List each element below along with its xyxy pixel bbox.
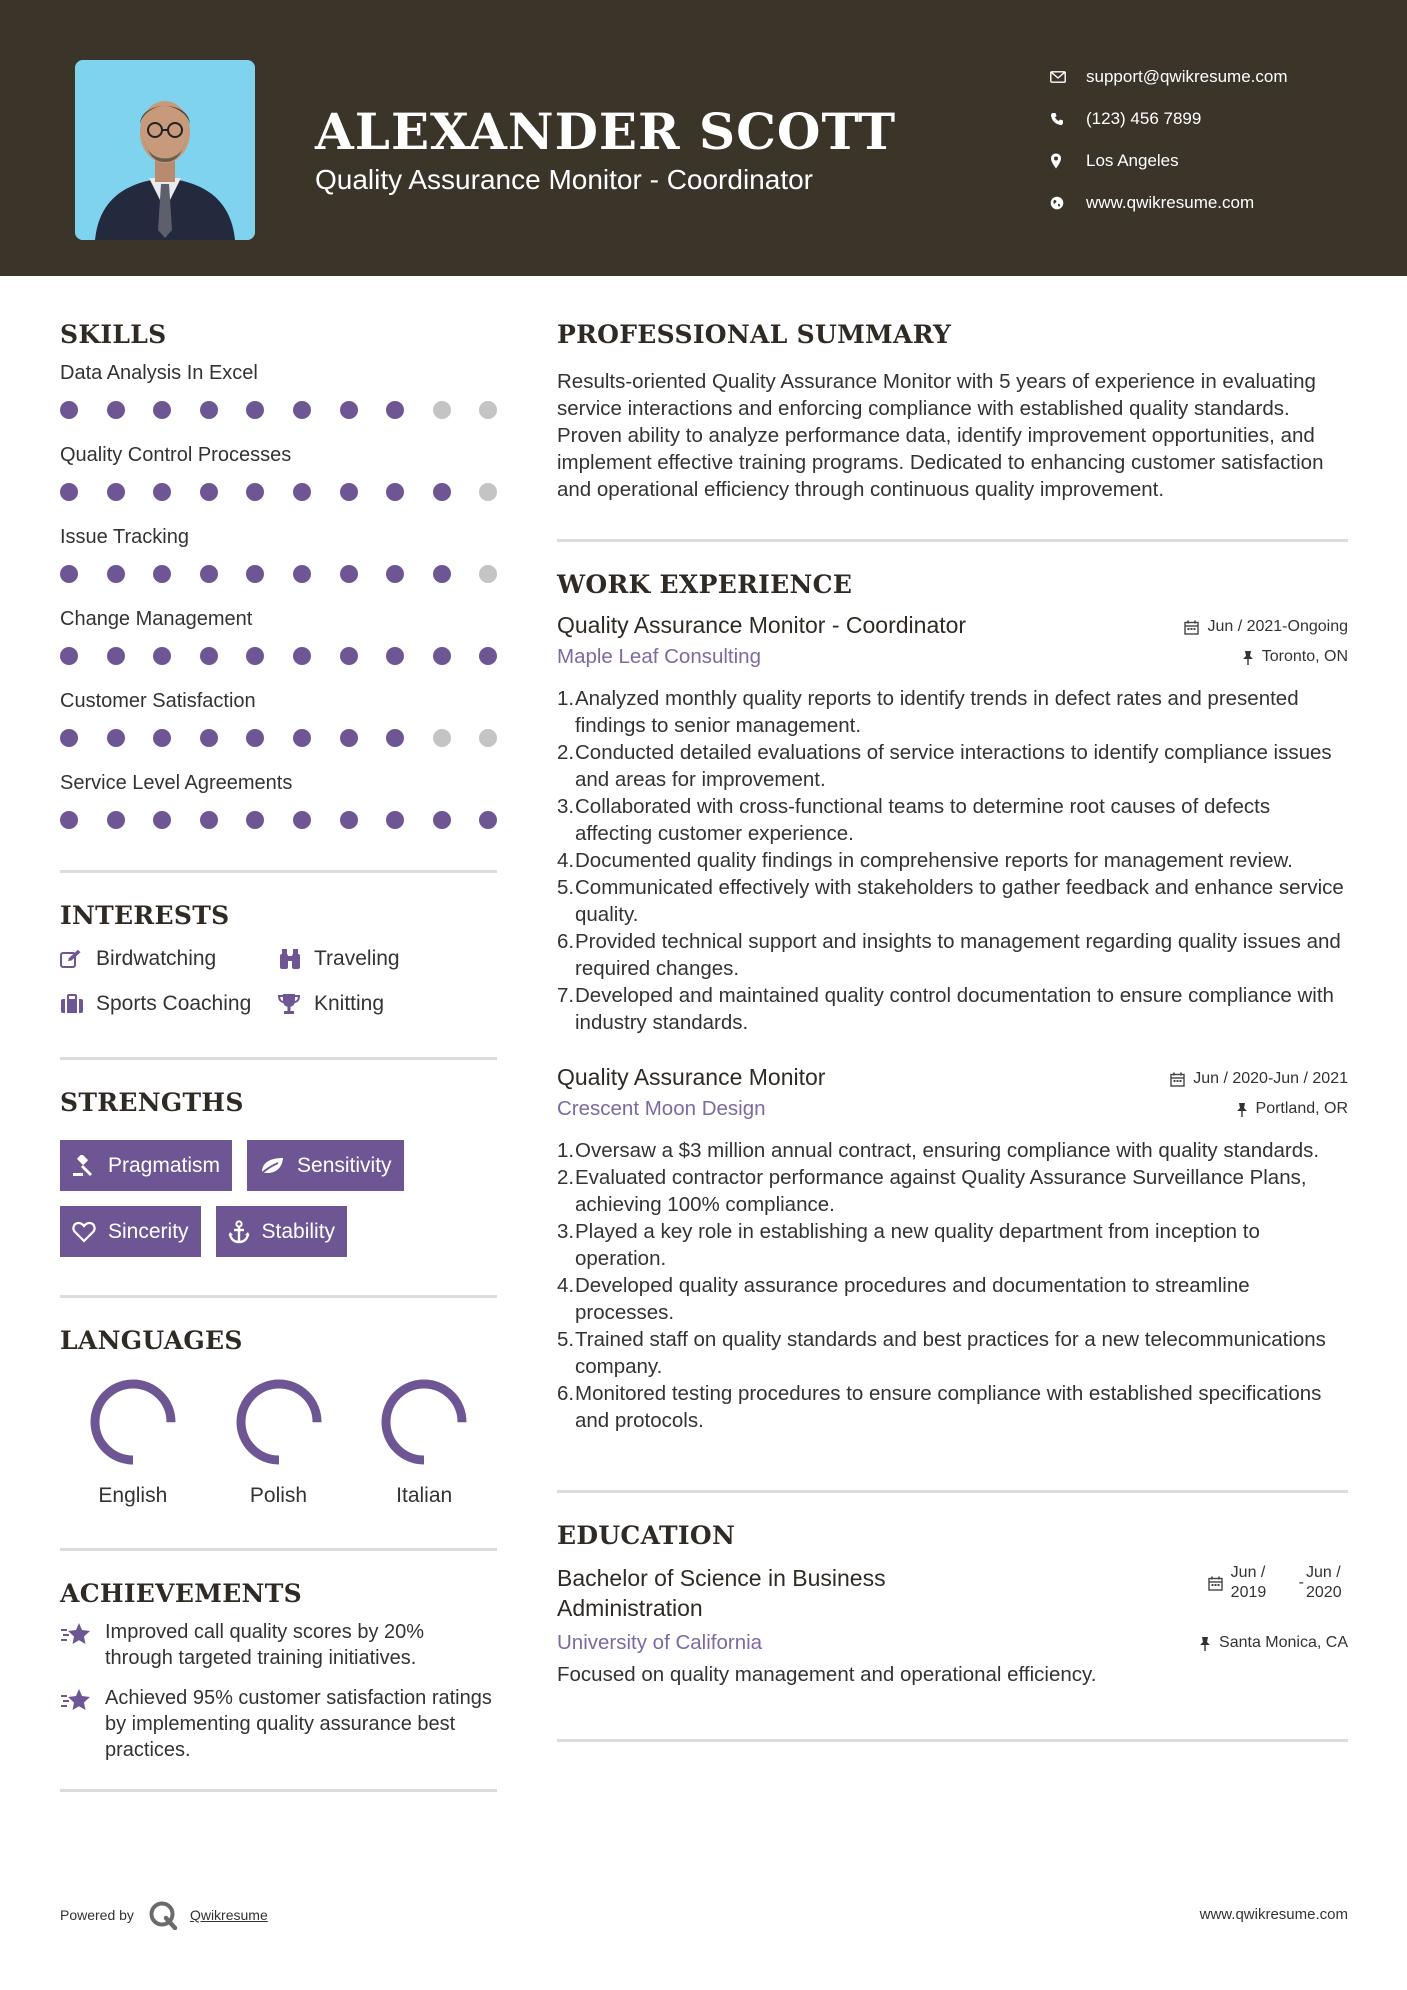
skills-section (60, 320, 497, 844)
language-level-ring (231, 1374, 327, 1470)
achievement-item (60, 1619, 497, 1671)
skill-item (60, 442, 497, 516)
rating-dot-filled (386, 565, 404, 583)
heart-icon (72, 1221, 96, 1243)
rating-dot-filled (200, 565, 218, 583)
job-subheader (557, 1097, 1348, 1121)
job-dates (1170, 1070, 1348, 1088)
job-title: Quality Assurance Monitor - Coordinator (557, 612, 967, 638)
skill-rating (60, 468, 497, 516)
language-item (206, 1374, 352, 1508)
rating-dot-filled (340, 483, 358, 501)
job-bullets (557, 1137, 1348, 1434)
interest-label: Sports Coaching (96, 991, 252, 1015)
job-bullet: Evaluated contractor performance against Quality Assurance Surveillance Plans, achieving 100% compliance. (575, 1166, 1307, 1216)
rating-dot-filled (153, 811, 171, 829)
interests-list (60, 945, 497, 1017)
summary-section (557, 320, 1348, 503)
skill-name: Customer Satisfaction (60, 690, 256, 712)
job-subheader (557, 645, 1348, 669)
section-divider (60, 1548, 497, 1551)
education-dates (1208, 1563, 1348, 1603)
contact-website-text: www.qwikresume.com (1086, 193, 1255, 212)
job-bullet: Developed quality assurance procedures and documentation to streamline processes. (575, 1274, 1250, 1324)
language-level-arc (95, 1384, 171, 1460)
job-entry (557, 1064, 1348, 1434)
binoculars-icon (278, 948, 314, 970)
rating-dot-filled (60, 401, 78, 419)
globe-icon (1050, 196, 1086, 210)
experience-title: WORK EXPERIENCE (557, 570, 853, 599)
rating-dot-filled (200, 811, 218, 829)
qwikresume-logo-icon (148, 1900, 178, 1930)
rating-dot-empty (433, 729, 451, 747)
education-title: EDUCATION (557, 1521, 736, 1550)
section-divider (60, 1295, 497, 1298)
star-icon (60, 1619, 105, 1671)
rating-dot-filled (386, 401, 404, 419)
interest-label: Traveling (314, 946, 400, 970)
education-location-text: Santa Monica, CA (1219, 1634, 1348, 1651)
profile-photo (75, 60, 255, 240)
footer-powered-by (60, 1900, 268, 1930)
leaf-icon (259, 1156, 285, 1176)
section-divider (60, 1789, 497, 1792)
rating-dot-filled (340, 811, 358, 829)
strength-chip (216, 1206, 348, 1257)
skill-name: Issue Tracking (60, 526, 189, 548)
skill-name: Data Analysis In Excel (60, 362, 258, 384)
language-item (60, 1374, 206, 1508)
rating-dot-filled (386, 729, 404, 747)
skills-list (60, 360, 497, 844)
rating-dot-filled (107, 401, 125, 419)
section-divider (557, 1739, 1348, 1742)
rating-dot-filled (200, 401, 218, 419)
rating-dot-filled (293, 401, 311, 419)
skill-rating (60, 550, 497, 598)
strength-label: Sincerity (108, 1219, 189, 1243)
rating-dot-filled (293, 811, 311, 829)
rating-dot-filled (107, 565, 125, 583)
rating-dot-empty (479, 729, 497, 747)
skill-name: Quality Control Processes (60, 444, 292, 466)
languages-list (60, 1374, 497, 1508)
interest-item (278, 945, 478, 972)
section-divider (557, 1490, 1348, 1493)
job-location (1236, 1100, 1348, 1118)
rating-dot-filled (246, 401, 264, 419)
education-start-year: 2019 (1230, 1584, 1267, 1601)
achievement-item (60, 1685, 497, 1763)
contact-email-text: support@qwikresume.com (1086, 67, 1288, 86)
powered-by-text: Powered by (60, 1907, 134, 1923)
education-end (1306, 1563, 1348, 1603)
rating-dot-filled (107, 729, 125, 747)
language-level-ring (376, 1374, 472, 1470)
language-level-arc (241, 1384, 317, 1460)
rating-dot-filled (60, 565, 78, 583)
degree (557, 1563, 886, 1623)
rating-dot-filled (153, 565, 171, 583)
summary-title: PROFESSIONAL SUMMARY (557, 320, 952, 349)
interest-item (60, 945, 278, 972)
job-bullet: Analyzed monthly quality reports to identify trends in defect rates and presented findings to senior management. (575, 687, 1299, 737)
rating-dot-filled (340, 565, 358, 583)
pushpin-icon (1236, 1102, 1248, 1117)
rating-dot-filled (107, 647, 125, 665)
achievement-text: Improved call quality scores by 20% through targeted training initiatives. (105, 1621, 425, 1669)
rating-dot-empty (479, 565, 497, 583)
education-header (557, 1563, 1348, 1623)
skill-rating (60, 386, 497, 434)
skill-name: Change Management (60, 608, 253, 630)
candidate-name: ALEXANDER SCOTT (315, 102, 897, 161)
job-entry (557, 612, 1348, 1036)
rating-dot-filled (340, 401, 358, 419)
skills-title: SKILLS (60, 320, 167, 349)
rating-dot-filled (153, 483, 171, 501)
rating-dot-filled (246, 565, 264, 583)
pushpin-icon (1242, 650, 1254, 665)
job-bullet: Collaborated with cross-functional teams to determine root causes of defects affecting customer experience. (575, 795, 1271, 845)
rating-dot-filled (153, 647, 171, 665)
education-start (1231, 1563, 1299, 1603)
education-end-month: Jun / (1306, 1564, 1341, 1581)
language-name: Italian (396, 1484, 453, 1507)
job-location-text: Portland, OR (1255, 1100, 1348, 1117)
interest-item (278, 990, 478, 1017)
rating-dot-filled (386, 647, 404, 665)
gavel-icon (72, 1155, 96, 1177)
contact-location (1050, 140, 1370, 182)
interest-label: Knitting (314, 991, 385, 1015)
contact-email[interactable] (1050, 56, 1370, 98)
map-pin-icon (1050, 153, 1086, 169)
skill-rating (60, 632, 497, 680)
rating-dot-filled (340, 729, 358, 747)
language-level-arc (386, 1384, 462, 1460)
section-divider (60, 870, 497, 873)
anchor-icon (228, 1220, 250, 1244)
interest-item (60, 990, 278, 1017)
achievements-title: ACHIEVEMENTS (60, 1579, 302, 1608)
strength-chip (60, 1206, 201, 1257)
rating-dot-filled (386, 483, 404, 501)
date-separator: - (1298, 1574, 1304, 1591)
strengths-list (60, 1140, 497, 1257)
left-column (60, 320, 497, 1792)
rating-dot-filled (200, 729, 218, 747)
rating-dot-filled (246, 729, 264, 747)
job-header (557, 1064, 1348, 1091)
job-header (557, 612, 1348, 639)
contact-list (1050, 56, 1370, 224)
skill-item (60, 770, 497, 844)
job-dates-text: Jun / 2021-Ongoing (1207, 618, 1348, 635)
achievements-list (60, 1619, 497, 1763)
skill-rating (60, 714, 497, 762)
resume-header (0, 0, 1407, 276)
job-location-text: Toronto, ON (1261, 648, 1348, 665)
skill-item (60, 606, 497, 680)
skill-item (60, 360, 497, 434)
rating-dot-filled (293, 647, 311, 665)
rating-dot-filled (60, 811, 78, 829)
education-description: Focused on quality management and operational efficiency. (557, 1663, 1097, 1686)
rating-dot-filled (246, 483, 264, 501)
rating-dot-filled (293, 565, 311, 583)
rating-dot-filled (433, 483, 451, 501)
calendar-icon (1184, 620, 1199, 635)
skill-item (60, 524, 497, 598)
strength-label: Stability (261, 1219, 336, 1243)
job-location (1242, 648, 1348, 666)
education-location (1199, 1634, 1348, 1652)
education-subheader (557, 1631, 1348, 1655)
education-start-month: Jun / (1230, 1564, 1266, 1581)
degree-line: Administration (557, 1595, 703, 1621)
job-dates (1184, 618, 1348, 636)
rating-dot-filled (153, 401, 171, 419)
briefcase-icon (60, 994, 96, 1014)
achievements-section (60, 1579, 497, 1763)
rating-dot-filled (433, 565, 451, 583)
skill-item (60, 688, 497, 762)
experience-section (557, 570, 1348, 1434)
rating-dot-filled (386, 811, 404, 829)
languages-section (60, 1326, 497, 1508)
rating-dot-filled (433, 647, 451, 665)
rating-dot-filled (293, 483, 311, 501)
interest-label: Birdwatching (96, 946, 217, 970)
job-bullets (557, 685, 1348, 1036)
company-name: Crescent Moon Design (557, 1097, 766, 1120)
qwikresume-link[interactable]: Qwikresume (189, 1907, 268, 1923)
contact-website[interactable] (1050, 182, 1370, 224)
interests-section (60, 901, 497, 1017)
interests-title: INTERESTS (60, 901, 230, 930)
job-title: Quality Assurance Monitor (557, 1064, 826, 1090)
candidate-role: Quality Assurance Monitor - Coordinator (315, 164, 813, 195)
section-divider (557, 539, 1348, 542)
language-name: Polish (249, 1484, 308, 1507)
job-bullet: Trained staff on quality standards and best practices for a new telecommunications company. (575, 1328, 1326, 1378)
pencil-square-icon (60, 949, 96, 969)
languages-title: LANGUAGES (60, 1326, 243, 1355)
rating-dot-filled (246, 647, 264, 665)
trophy-icon (278, 993, 314, 1015)
rating-dot-filled (433, 811, 451, 829)
rating-dot-empty (433, 401, 451, 419)
contact-phone-text: (123) 456 7899 (1086, 109, 1202, 128)
job-bullet: Oversaw a $3 million annual contract, ensuring compliance with quality standards. (575, 1139, 1320, 1162)
rating-dot-filled (479, 811, 497, 829)
footer-website[interactable]: www.qwikresume.com (1199, 1906, 1348, 1923)
contact-phone[interactable] (1050, 98, 1370, 140)
rating-dot-filled (340, 647, 358, 665)
pushpin-icon (1199, 1636, 1211, 1651)
contact-location-text: Los Angeles (1086, 151, 1179, 170)
rating-dot-filled (60, 729, 78, 747)
phone-icon (1050, 112, 1086, 126)
calendar-icon (1208, 1576, 1223, 1591)
rating-dot-filled (60, 483, 78, 501)
job-bullet: Developed and maintained quality control documentation to ensure compliance with industry standards. (575, 984, 1334, 1034)
rating-dot-empty (479, 401, 497, 419)
job-bullet: Communicated effectively with stakeholders to gather feedback and enhance service quality. (575, 876, 1344, 926)
school-name: University of California (557, 1631, 763, 1654)
job-dates-text: Jun / 2020-Jun / 2021 (1193, 1070, 1348, 1087)
skill-rating (60, 796, 497, 844)
strength-label: Pragmatism (108, 1153, 221, 1177)
education-end-year: 2020 (1306, 1584, 1342, 1601)
job-bullet: Monitored testing procedures to ensure compliance with established specifications and protocols. (575, 1382, 1322, 1432)
strength-chip (60, 1140, 232, 1191)
company-name: Maple Leaf Consulting (557, 645, 761, 668)
strengths-section (60, 1088, 497, 1257)
education-section (557, 1521, 1348, 1687)
strength-chip (247, 1140, 404, 1191)
summary-text: Results-oriented Quality Assurance Monitor with 5 years of experience in evaluating service interactions and enforcing compliance with established quality standards. Proven ability to analyze performance data, identify improvement opportunities, and implement effective training programs. Dedicated to enhancing customer satisfaction and operational efficiency through continuous quality improvement. (557, 370, 1324, 501)
rating-dot-filled (107, 811, 125, 829)
language-name: English (98, 1484, 168, 1507)
rating-dot-filled (246, 811, 264, 829)
rating-dot-filled (60, 647, 78, 665)
rating-dot-filled (200, 483, 218, 501)
calendar-icon (1170, 1072, 1185, 1087)
language-item (351, 1374, 497, 1508)
job-bullet: Provided technical support and insights to management regarding quality issues and required changes. (575, 930, 1341, 980)
rating-dot-filled (479, 647, 497, 665)
language-level-ring (85, 1374, 181, 1470)
rating-dot-filled (107, 483, 125, 501)
section-divider (60, 1057, 497, 1060)
skill-name: Service Level Agreements (60, 772, 293, 794)
strength-label: Sensitivity (297, 1153, 392, 1177)
job-bullet: Documented quality findings in comprehensive reports for management review. (575, 849, 1293, 872)
rating-dot-filled (153, 729, 171, 747)
rating-dot-filled (200, 647, 218, 665)
rating-dot-filled (293, 729, 311, 747)
achievement-text: Achieved 95% customer satisfaction ratings by implementing quality assurance best practices. (105, 1687, 492, 1761)
rating-dot-empty (479, 483, 497, 501)
right-column (557, 320, 1348, 1742)
star-icon (60, 1685, 105, 1763)
degree-line: Bachelor of Science in Business (557, 1565, 886, 1591)
strengths-title: STRENGTHS (60, 1088, 244, 1117)
envelope-icon (1050, 71, 1086, 83)
job-bullet: Played a key role in establishing a new quality department from inception to operation. (575, 1220, 1260, 1270)
job-bullet: Conducted detailed evaluations of service interactions to identify compliance issues and areas for improvement. (575, 741, 1332, 791)
